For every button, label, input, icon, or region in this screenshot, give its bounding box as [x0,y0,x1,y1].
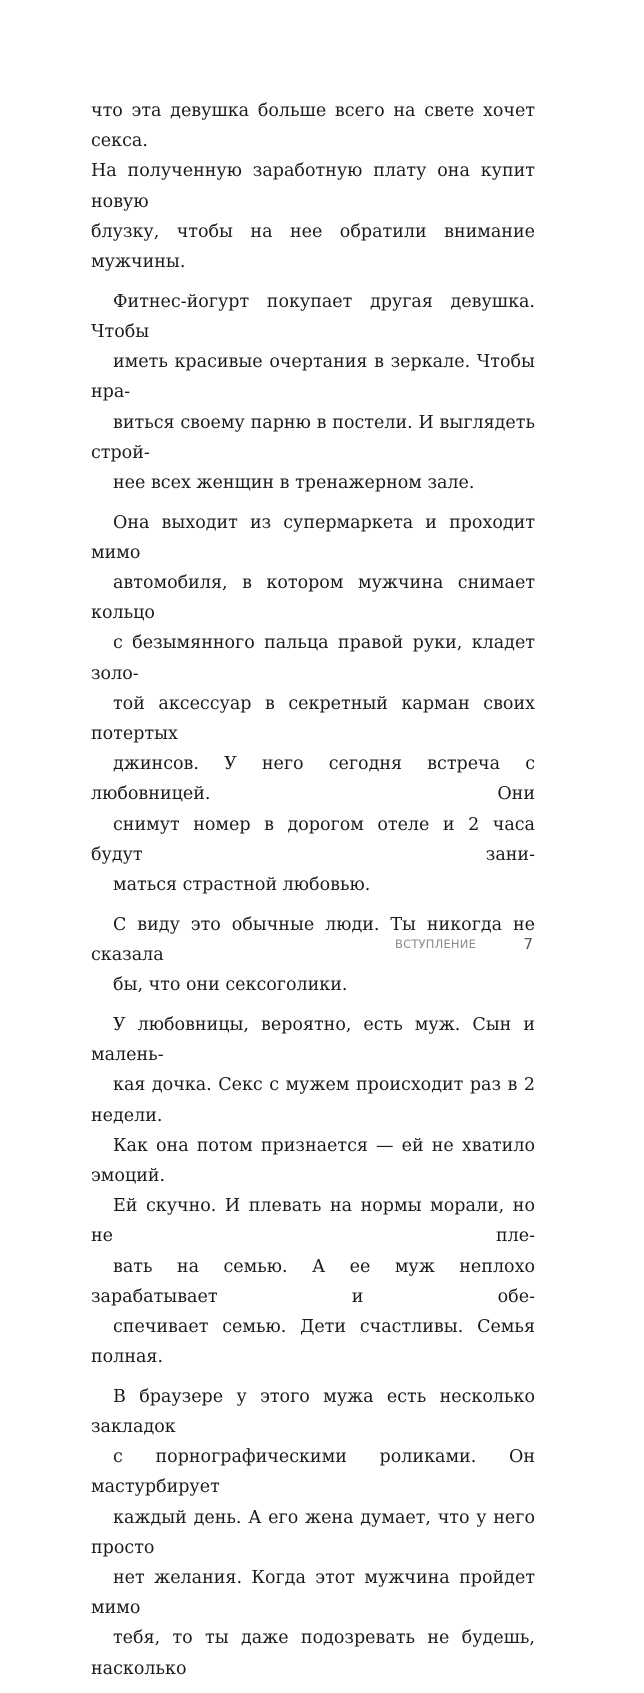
text-line: снимут номер в дорогом отеле и 2 часа будут зани- [91,814,535,865]
text-line: той аксессуар в секретный карман своих потертых [91,693,535,745]
text-line: джинсов. У него сегодня встреча с любовницей. Они [91,754,535,805]
text-line: нее всех женщин в тренажерном зале. [113,472,475,493]
text-line: В браузере у этого мужа есть несколько закладок [91,1386,535,1438]
text-line: Фитнес-йогурт покупает другая девушка. Чтобы [91,291,535,342]
text-line: каждый день. А его жена думает, что у него просто [91,1507,535,1558]
text-line: Как она потом признается — ей не хватило эмоций. [91,1135,535,1186]
text-line: тебя, то ты даже подозревать не будешь, насколько [91,1628,535,1679]
text-line: Она выходит из супермаркета и проходит мимо [91,512,535,563]
text-line: автомобиля, в котором мужчина снимает кольцо [91,573,535,624]
text-line: блузку, чтобы на нее обратили внимание мужчины. [91,221,535,273]
text-line: Ей скучно. И плевать на нормы морали, но не пле- [91,1196,535,1247]
text-line: С виду это обычные люди. Ты никогда не сказала [91,914,535,965]
text-line: вать на семью. А ее муж неплохо зарабатывает и обе- [91,1256,535,1307]
paragraph [91,96,535,277]
text-line: кая дочка. Секс с мужем происходит раз в 2 недели. [91,1075,535,1126]
text-line: бы, что они сексоголики. [113,975,348,996]
section-label: ВСТУПЛЕНИЕ [395,937,477,951]
text-line: нет желания. Когда этот мужчина пройдет мимо [91,1568,535,1619]
text-line: маться страстной любовью. [113,875,371,896]
body-text [91,96,535,1693]
text-line: с порнографическими роликами. Он мастурбирует [91,1447,535,1498]
paragraph [91,1382,535,1684]
paragraph [91,1010,535,1372]
text-line: с безымянного пальца правой руки, кладет золо- [91,633,535,684]
text-line: У любовницы, вероятно, есть муж. Сын и малень- [91,1014,535,1066]
text-line: На полученную заработную плату она купит новую [91,161,535,212]
text-line: виться своему парню в постели. И выглядеть строй- [91,412,535,463]
text-line: спечивает семью. Дети счастливы. Семья полная. [91,1316,535,1368]
paragraph [91,287,535,498]
page-footer [395,935,535,955]
text-line: иметь красивые очертания в зеркале. Чтобы нра- [91,352,535,403]
page-number: 7 [523,935,533,953]
text-line: что эта девушка больше всего на свете хочет секса. [91,101,535,152]
paragraph [91,508,535,901]
paragraph [91,910,535,1001]
